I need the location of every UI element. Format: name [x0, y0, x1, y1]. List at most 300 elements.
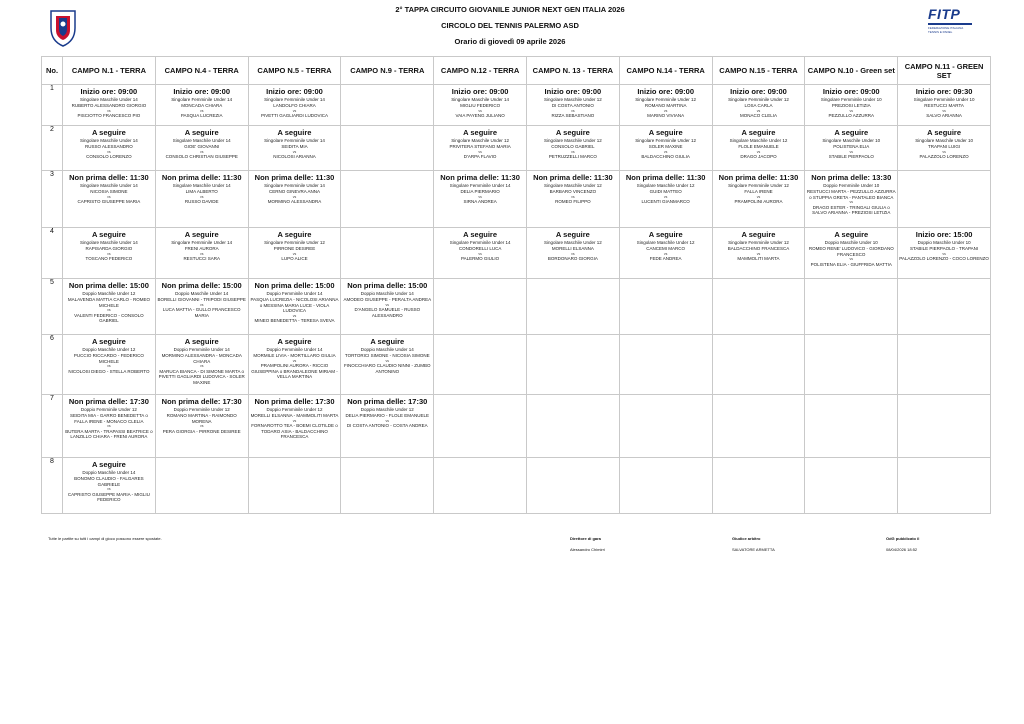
match-cell — [248, 395, 341, 458]
match-entry — [249, 85, 341, 119]
player-two: RESTUCCI SARA — [183, 256, 220, 261]
match-cell — [619, 85, 712, 126]
director-label: Direttore di gara — [570, 536, 601, 541]
player-two: VALENTI FEDERICO - CONSOLO GABRIEL — [74, 312, 144, 323]
match-cell — [898, 126, 991, 171]
match-entry — [898, 126, 990, 160]
player-one: RUSSO ALESSANDRO — [85, 144, 133, 149]
player-two: PISCIOTTO FRANCESCO PIO — [77, 113, 141, 118]
match-category: Singolare Maschile Under 14 — [80, 183, 138, 188]
match-cell — [248, 171, 341, 228]
player-two: PETRUZZELLI MARCO — [548, 154, 597, 159]
match-entry — [713, 126, 805, 160]
match-cell — [341, 228, 434, 279]
versus-label: vs — [385, 418, 390, 423]
row-number: 6 — [42, 335, 63, 395]
player-two: D'ARPA FLAVIO — [463, 154, 497, 159]
player-one: CERNO GINEVRA ANNA — [268, 189, 320, 194]
match-category: Doppio Femminile Under 12 — [80, 407, 137, 412]
player-one: BALDACCHINO FRANCESCA — [727, 246, 790, 251]
match-time: Non prima delle: 11:30 — [440, 173, 520, 182]
match-cell — [805, 279, 898, 335]
player-two: MORMINO ALESSANDRA — [267, 199, 322, 204]
versus-label: vs — [571, 194, 575, 199]
match-time: Inizio ore: 09:00 — [451, 87, 509, 96]
row-number: 5 — [42, 279, 63, 335]
player-one: DI COSTA ANTONIO — [551, 103, 594, 108]
match-cell — [619, 335, 712, 395]
column-header-court: CAMPO N.5 - TERRA — [248, 57, 341, 85]
match-entry — [527, 228, 619, 262]
column-header-number: No. — [42, 57, 63, 85]
match-entry — [898, 228, 990, 262]
match-cell — [805, 228, 898, 279]
player-one: RESTUCCI MARTA — [924, 103, 964, 108]
match-entry — [434, 85, 526, 119]
match-entry — [620, 85, 712, 119]
player-two: PERA GIORGIA - PIRRONE DESIREE — [162, 428, 241, 434]
row-number: 1 — [42, 85, 63, 126]
player-two: STABILE PIERPAOLO — [828, 154, 874, 159]
player-one: CANCEMI MARCO — [646, 246, 686, 251]
player-two: CONSOLO CHRISTIAN GIUSEPPE — [165, 154, 238, 159]
match-entry — [527, 126, 619, 160]
player-two: SIRNA ANDREA — [463, 199, 497, 204]
player-two: MARINO VIVIANA — [647, 113, 685, 118]
match-time: A seguire — [834, 128, 869, 137]
player-two: PASQUA LUCREZIA — [180, 113, 223, 118]
match-time: Non prima delle: 17:30 — [254, 397, 335, 406]
player-one: SEIDITA MIA — [281, 144, 308, 149]
match-cell — [434, 335, 527, 395]
match-entry — [341, 335, 433, 374]
match-cell — [526, 335, 619, 395]
player-one: MALAVENDA MATTIA CARLO - ROMEO MICHELE — [67, 297, 150, 308]
match-cell — [434, 228, 527, 279]
match-cell — [63, 458, 156, 514]
player-one: RESTUCCI MARTA - PEZZULLO AZZURRA o STUPPIA GRETA - PANTALEO BIANCA — [806, 189, 896, 200]
player-one: PREZIOSI LETIZIA — [831, 103, 871, 108]
match-cell — [155, 395, 248, 458]
player-one: RUBERTO ALESSANDRO GIORGIO — [71, 103, 147, 108]
match-cell — [434, 395, 527, 458]
match-entry — [249, 279, 341, 324]
match-category: Singolare Maschile Under 12 — [543, 183, 602, 188]
match-entry — [341, 279, 433, 318]
match-cell — [341, 458, 434, 514]
versus-label: vs — [292, 358, 297, 363]
match-category: Doppio Maschile Under 14 — [360, 347, 414, 352]
table-row — [42, 458, 991, 514]
player-one: GUIDI MATTEO — [649, 189, 682, 194]
match-entry — [156, 279, 248, 318]
match-entry — [63, 85, 155, 119]
row-number: 8 — [42, 458, 63, 514]
column-header-court: CAMPO N.1 - TERRA — [63, 57, 156, 85]
player-one: ROMANO MARTINA — [644, 103, 687, 108]
player-one: ROMEO RENE' LUDOVICO - GIORDANO FRANCESCO — [808, 246, 894, 257]
player-two: MONACO CLELIA — [739, 113, 777, 118]
match-cell — [526, 228, 619, 279]
player-two: PRAMPOLINI AURORA - RICCIO GIUSEPPINA o BRANDALEONE MIRIAM - VELLA MARTINA — [251, 363, 338, 379]
match-cell — [712, 279, 805, 335]
match-time: A seguire — [91, 337, 126, 346]
match-cell — [898, 171, 991, 228]
match-cell — [898, 395, 991, 458]
published-block — [886, 536, 919, 552]
player-one: RAPISARDA GIORGIO — [85, 246, 133, 251]
player-one: MONCADA CHIARA — [181, 103, 223, 108]
match-category: Singolare Femminile Under 10 — [913, 97, 975, 102]
versus-label: vs — [942, 108, 946, 113]
player-two: CAPRISTO GIUSEPPE MARIA - MIGLIU FEDERICO — [67, 491, 150, 502]
match-entry — [63, 335, 155, 374]
match-time: A seguire — [555, 230, 590, 239]
referee-block — [732, 536, 775, 552]
match-cell — [619, 395, 712, 458]
match-cell — [155, 85, 248, 126]
director-block — [570, 536, 605, 552]
match-time: Inizio ore: 09:00 — [730, 87, 787, 96]
player-two: SALVO ARIANNA — [926, 113, 962, 118]
player-two: PALERMO GIULIO — [460, 256, 500, 261]
match-category: Singolare Maschile Under 14 — [172, 138, 231, 143]
match-cell — [341, 335, 434, 395]
match-time: A seguire — [184, 128, 219, 137]
match-category: Doppio Femminile Under 10 — [823, 183, 880, 188]
column-header-court: CAMPO N.12 - TERRA — [434, 57, 527, 85]
player-one: MORMINO ALESSANDRA - MONCADA CHIARA — [161, 353, 242, 364]
match-cell — [712, 171, 805, 228]
match-category: Doppio Femminile Under 14 — [173, 347, 230, 352]
match-category: Singolare Maschile Under 12 — [636, 240, 695, 245]
match-entry — [527, 171, 619, 205]
player-one: POLISTENA ELIA — [833, 144, 870, 149]
player-one: BORELLI GIOVANNI - TRIPODI GIUSEPPE — [157, 297, 246, 302]
match-category: Singolare Maschile Under 14 — [80, 240, 138, 245]
match-cell — [712, 126, 805, 171]
match-category: Doppio Maschile Under 12 — [82, 347, 136, 352]
match-time: Inizio ore: 09:00 — [544, 87, 602, 96]
match-category: Doppio Maschile Under 14 — [175, 291, 229, 296]
table-row — [42, 279, 991, 335]
fitp-logo-text: FITP — [928, 6, 961, 22]
versus-label: vs — [199, 194, 204, 199]
versus-label: vs — [756, 149, 761, 154]
player-one: TRAPANI LUIGI — [927, 144, 961, 149]
player-two: PIVETTI GAGLIARDI LUDOVICA — [260, 113, 328, 118]
player-two: FEDE ANDREA — [649, 256, 682, 261]
player-one: LANDOLFO CHIARA — [273, 103, 316, 108]
versus-label: vs — [199, 251, 204, 256]
match-category: Doppio Maschile Under 12 — [82, 291, 136, 296]
match-entry — [249, 335, 341, 380]
match-cell — [712, 458, 805, 514]
versus-label: vs — [478, 251, 482, 256]
club-logo — [48, 8, 78, 48]
versus-label: vs — [849, 108, 854, 113]
match-category: Singolare Femminile Under 14 — [264, 97, 325, 102]
table-row — [42, 126, 991, 171]
versus-label: vs — [663, 251, 668, 256]
player-two: PRAMPOLINI AURORA — [734, 199, 783, 204]
player-one: MIGLIU FEDERICO — [460, 103, 501, 108]
player-two: PALAZZOLO LORENZO - COCO LORENZO — [899, 256, 989, 261]
player-two: FORNAROTTO TEA - BOEMI CLOTILDE o TODARO ASIA - BALDACCHINO FRANCESCA — [251, 423, 338, 439]
match-category: Doppio Femminile Under 12 — [173, 407, 230, 412]
match-entry — [63, 171, 155, 205]
match-entry — [805, 228, 897, 267]
match-cell — [434, 85, 527, 126]
match-cell — [341, 126, 434, 171]
match-time: Inizio ore: 09:00 — [637, 87, 695, 96]
match-cell — [619, 279, 712, 335]
column-header-court: CAMPO N.11 - GREEN SET — [898, 57, 991, 85]
table-row — [42, 395, 991, 458]
versus-label: vs — [478, 149, 482, 154]
row-number: 3 — [42, 171, 63, 228]
match-time: Non prima delle: 11:30 — [718, 173, 799, 182]
match-cell — [248, 458, 341, 514]
table-row — [42, 228, 991, 279]
match-category: Singolare Maschile Under 10 — [822, 138, 881, 143]
match-time: A seguire — [370, 337, 405, 346]
match-cell — [248, 279, 341, 335]
match-entry — [620, 126, 712, 160]
player-two: RUSSO DAVIDE — [184, 199, 219, 204]
player-two: POLISTENA ELIA - GIUFFRIDA MATTIA — [810, 261, 892, 267]
versus-label: vs — [292, 313, 297, 318]
match-entry — [63, 279, 155, 324]
row-number: 2 — [42, 126, 63, 171]
table-row — [42, 85, 991, 126]
match-cell — [619, 171, 712, 228]
match-entry — [713, 171, 805, 205]
published-label: OdG pubblicato il — [886, 536, 920, 541]
match-time: A seguire — [648, 230, 683, 239]
document-header — [300, 5, 720, 46]
player-one: BONOMO CLAUDIO - FALGARES GABRIELE — [74, 476, 144, 487]
player-two: LUCA MATTIA - GULLO FRANCESCO MARIA — [162, 307, 241, 318]
match-entry — [249, 126, 341, 160]
player-two: MINEO BENEDETTA - TERESA SVEVA — [254, 318, 335, 323]
versus-label: vs — [571, 108, 575, 113]
player-one: TORTORICI SIMONE - NICOSIA SIMONE — [344, 353, 430, 358]
match-cell — [805, 335, 898, 395]
versus-label: vs — [942, 251, 946, 256]
match-cell — [898, 228, 991, 279]
match-cell — [155, 228, 248, 279]
versus-label: vs — [849, 257, 854, 261]
player-two: CAPRISTO GIUSEPPE MARIA — [77, 199, 141, 204]
column-header-court: CAMPO N.14 - TERRA — [619, 57, 712, 85]
player-one: AMODEO GIUSEPPE - PERALTA ANDREA — [343, 297, 432, 302]
player-one: MORELLI ELSANNA — [551, 246, 594, 251]
player-two: DRAGO ESTER - TRINGALI GIULIA o SALVO ARIANNA - PREZIOSI LETIZIA — [812, 204, 891, 215]
column-header-court: CAMPO N.10 - Green set — [805, 57, 898, 85]
versus-label: vs — [107, 364, 111, 368]
match-category: Singolare Maschile Under 14 — [172, 183, 231, 188]
match-time: Non prima delle: 17:30 — [161, 397, 242, 406]
match-entry — [249, 228, 341, 262]
match-time: A seguire — [927, 128, 962, 137]
versus-label: vs — [478, 108, 482, 113]
match-cell — [805, 171, 898, 228]
column-header-court: CAMPO N.15 - TERRA — [712, 57, 805, 85]
match-time: Inizio ore: 09:00 — [822, 87, 880, 96]
player-two: PEZZULLO AZZURRA — [828, 113, 875, 118]
versus-label: vs — [663, 149, 668, 154]
match-entry — [805, 171, 897, 216]
match-entry — [434, 228, 526, 262]
column-header-court: CAMPO N. 13 - TERRA — [526, 57, 619, 85]
match-time: Inizio ore: 15:00 — [915, 230, 973, 239]
versus-label: vs — [292, 149, 297, 154]
match-category: Singolare Femminile Under 12 — [728, 97, 789, 102]
match-time: Non prima delle: 13:30 — [811, 173, 892, 182]
match-category: Doppio Maschile Under 12 — [360, 407, 414, 412]
match-cell — [805, 458, 898, 514]
match-time: A seguire — [277, 230, 312, 239]
table-header-row — [42, 57, 991, 85]
versus-label: vs — [756, 251, 761, 256]
match-cell — [155, 335, 248, 395]
player-two: ROMEO FILIPPO — [555, 199, 591, 204]
player-two: LUPO ALICE — [281, 256, 308, 261]
player-one: PUCCIO RICCARDO - FEDERICO MICHELE — [73, 353, 144, 364]
match-entry — [527, 85, 619, 119]
player-two: FINOCCHIARO CLAUDIO NINNI - ZUMBO ANTONINO — [344, 363, 431, 374]
match-time: A seguire — [463, 230, 498, 239]
match-category: Singolare Femminile Under 14 — [171, 97, 233, 102]
footer-note: Tutte le partite su tutti i campi di gioco possono essere spostate. — [48, 536, 162, 541]
match-category: Singolare Maschile Under 12 — [543, 97, 602, 102]
versus-label: vs — [199, 149, 204, 154]
versus-label: vs — [107, 108, 111, 113]
match-time: Inizio ore: 09:30 — [915, 87, 973, 96]
match-entry — [156, 228, 248, 262]
player-two: BUTERA MARTA - TRAPASSI BEATRICE o LANZILLO CHIARA - FRENI AURORA — [65, 428, 153, 439]
versus-label: vs — [107, 424, 111, 428]
versus-label: vs — [199, 302, 204, 307]
match-entry — [63, 458, 155, 503]
match-cell — [248, 126, 341, 171]
match-time: A seguire — [463, 128, 498, 137]
match-time: Non prima delle: 15:00 — [254, 281, 335, 290]
match-entry — [156, 126, 248, 160]
match-cell — [341, 395, 434, 458]
match-entry — [249, 171, 341, 205]
match-cell — [63, 85, 156, 126]
match-entry — [156, 171, 248, 205]
match-cell — [434, 279, 527, 335]
versus-label: vs — [199, 108, 204, 113]
match-cell — [341, 279, 434, 335]
match-time: A seguire — [277, 128, 312, 137]
match-category: Singolare Maschile Under 14 — [451, 97, 509, 102]
match-cell — [63, 126, 156, 171]
player-two: MAMMOLITI MARTA — [737, 256, 780, 261]
match-cell — [155, 458, 248, 514]
player-one: LIMA ALBERTO — [185, 189, 218, 194]
player-two: CONSOLO LORENZO — [86, 154, 132, 159]
match-cell — [63, 171, 156, 228]
match-entry — [620, 171, 712, 205]
player-two: LUCENTI GIANMARCO — [641, 199, 690, 204]
match-entry — [805, 126, 897, 160]
match-time: Non prima delle: 15:00 — [68, 281, 149, 290]
player-one: MORMILE LIVIA - MORTILLARO GIULIA — [253, 353, 336, 358]
match-category: Doppio Femminile Under 12 — [266, 407, 323, 412]
player-one: ROMANO MARTINA - RAIMONDO MORENA — [166, 413, 237, 424]
match-time: Non prima delle: 11:30 — [161, 173, 242, 182]
match-time: Inizio ore: 09:00 — [80, 87, 138, 96]
match-cell — [248, 85, 341, 126]
match-category: Singolare Maschile Under 12 — [543, 240, 602, 245]
player-one: LOSA CARLA — [744, 103, 773, 108]
match-cell — [526, 85, 619, 126]
match-time: Non prima delle: 11:30 — [254, 173, 335, 182]
match-category: Singolare Maschile Under 10 — [915, 138, 973, 143]
match-cell — [526, 171, 619, 228]
match-time: A seguire — [555, 128, 590, 137]
match-cell — [248, 228, 341, 279]
match-category: Doppio Femminile Under 14 — [266, 347, 323, 352]
match-category: Singolare Femminile Under 14 — [449, 183, 511, 188]
tournament-title: 2° TAPPA CIRCUITO GIOVANILE JUNIOR NEXT GEN ITALIA 2026 — [395, 5, 625, 14]
match-time: A seguire — [184, 337, 219, 346]
player-two: VAIA PAYENG JULIANO — [455, 113, 505, 118]
match-category: Singolare Maschile Under 12 — [729, 138, 788, 143]
club-name: CIRCOLO DEL TENNIS PALERMO ASD — [441, 21, 579, 30]
fitp-logo-subtitle: FEDERAZIONE ITALIANA TENNIS E PADEL — [928, 26, 964, 34]
match-category: Singolare Maschile Under 12 — [543, 138, 602, 143]
match-category: Singolare Femminile Under 14 — [171, 240, 233, 245]
versus-label: vs — [756, 194, 761, 199]
versus-label: vs — [385, 358, 390, 363]
player-one: FLOLE EMANUELE — [738, 144, 779, 149]
match-cell — [898, 279, 991, 335]
match-cell — [712, 85, 805, 126]
row-number: 7 — [42, 395, 63, 458]
match-time: Non prima delle: 15:00 — [347, 281, 428, 290]
match-time: A seguire — [741, 128, 776, 137]
match-category: Doppio Maschile Under 10 — [824, 240, 878, 245]
published-value: 08/04/2026 18:52 — [886, 547, 918, 552]
versus-label: vs — [478, 194, 482, 199]
player-one: CONDORELLI LUCA — [458, 246, 502, 251]
match-cell — [155, 279, 248, 335]
player-one: FRENI AURORA — [184, 246, 219, 251]
player-one: BARBARO VINCENZO — [549, 189, 597, 194]
match-cell — [341, 171, 434, 228]
match-time: A seguire — [91, 460, 126, 469]
match-category: Singolare Femminile Under 14 — [449, 240, 511, 245]
player-two: NICOLOSI DIEGO - STELLA ROBERTO — [68, 368, 150, 374]
table-row — [42, 335, 991, 395]
match-category: Singolare Femminile Under 14 — [264, 138, 325, 143]
match-time: Non prima delle: 11:30 — [533, 173, 613, 182]
match-time: A seguire — [277, 337, 312, 346]
player-one: STABILE PIERPAOLO - TRAPANI — [909, 246, 979, 251]
match-entry — [156, 395, 248, 434]
player-one: PIRRONE DESIREE — [273, 246, 316, 251]
match-entry — [434, 171, 526, 205]
match-cell — [434, 171, 527, 228]
match-entry — [620, 228, 712, 262]
column-header-court: CAMPO N.9 - TERRA — [341, 57, 434, 85]
player-two: MARUCA BIANCA - DI SIMONE MARTA o PIVETTI GAGLIARDI LUDOVICA - SOLER MAXINE — [158, 368, 245, 385]
